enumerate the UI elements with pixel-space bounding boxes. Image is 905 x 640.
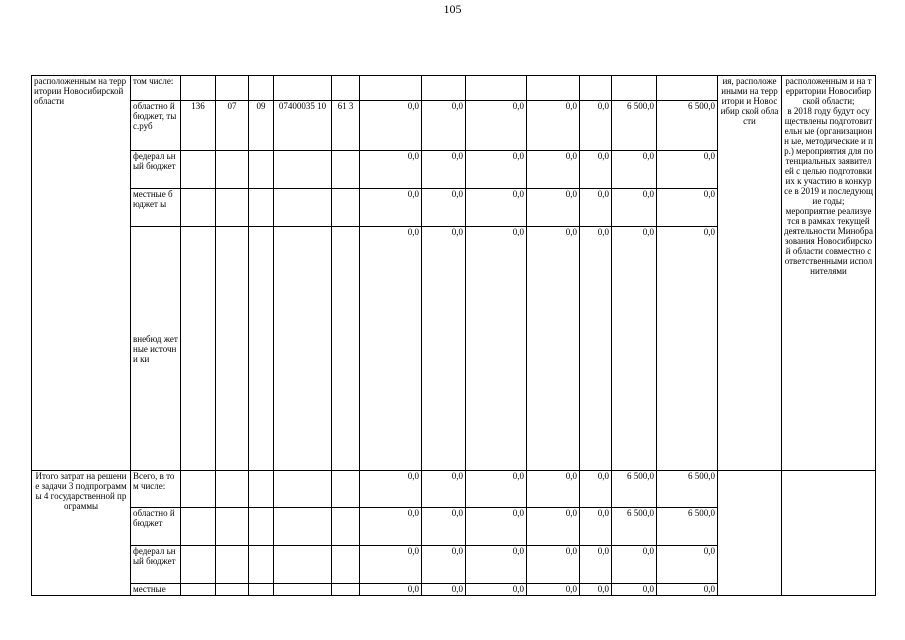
value-cell: 0,0 <box>466 189 527 227</box>
value-cell: 0,0 <box>527 189 580 227</box>
value-cell: 0,0 <box>422 584 466 596</box>
value-cell: 0,0 <box>360 546 422 584</box>
value-cell: 0,0 <box>422 189 466 227</box>
value-cell: 0,0 <box>657 546 718 584</box>
code-cell <box>181 76 216 101</box>
value-cell: 0,0 <box>422 101 466 151</box>
code-cell <box>216 471 249 508</box>
executor-cell: ия, расположе иными на территори и Новосибир ской области <box>718 76 782 471</box>
value-cell: 0,0 <box>422 508 466 546</box>
page-number: 105 <box>443 2 462 16</box>
value-cell <box>580 76 612 101</box>
funding-source: внебюд жетные источни ки <box>131 227 181 471</box>
value-cell: 0,0 <box>422 546 466 584</box>
total-label: Итого затрат на решение задачи 3 подпрограммы 4 государственной программы <box>32 471 131 596</box>
code-cell: 07 <box>216 101 249 151</box>
value-cell: 0,0 <box>612 584 657 596</box>
value-cell <box>527 76 580 101</box>
value-cell: 6 500,0 <box>657 471 718 508</box>
value-cell: 0,0 <box>466 584 527 596</box>
value-cell: 6 500,0 <box>612 471 657 508</box>
code-cell: 07400035 10 <box>274 101 332 151</box>
value-cell <box>466 76 527 101</box>
code-cell <box>274 227 332 471</box>
value-cell: 0,0 <box>580 227 612 471</box>
value-cell: 0,0 <box>612 227 657 471</box>
value-cell: 0,0 <box>527 546 580 584</box>
code-cell <box>216 151 249 189</box>
code-cell <box>274 189 332 227</box>
code-cell <box>332 546 360 584</box>
funding-source: федерал ьный бюджет <box>131 151 181 189</box>
value-cell: 0,0 <box>360 101 422 151</box>
code-cell: 09 <box>249 101 274 151</box>
code-cell <box>274 546 332 584</box>
value-cell: 0,0 <box>466 546 527 584</box>
value-cell: 0,0 <box>612 546 657 584</box>
value-cell: 0,0 <box>527 227 580 471</box>
code-cell <box>216 189 249 227</box>
value-cell: 0,0 <box>466 471 527 508</box>
value-cell: 0,0 <box>580 508 612 546</box>
executor-cell <box>718 471 782 596</box>
code-cell <box>249 508 274 546</box>
value-cell: 0,0 <box>657 227 718 471</box>
code-cell <box>332 227 360 471</box>
code-cell <box>216 508 249 546</box>
funding-source: местные <box>131 584 181 596</box>
code-cell <box>332 151 360 189</box>
value-cell: 0,0 <box>657 151 718 189</box>
value-cell: 0,0 <box>360 189 422 227</box>
funding-source: том числе: <box>131 76 181 101</box>
funding-source: Всего, в том числе: <box>131 471 181 508</box>
code-cell <box>249 151 274 189</box>
value-cell: 0,0 <box>360 508 422 546</box>
code-cell <box>332 471 360 508</box>
code-cell <box>249 189 274 227</box>
funding-source: федерал ьный бюджет <box>131 546 181 584</box>
value-cell: 0,0 <box>612 151 657 189</box>
value-cell: 0,0 <box>527 151 580 189</box>
code-cell <box>216 584 249 596</box>
value-cell: 0,0 <box>657 189 718 227</box>
code-cell <box>181 227 216 471</box>
code-cell <box>332 584 360 596</box>
value-cell <box>422 76 466 101</box>
code-cell <box>274 471 332 508</box>
value-cell: 0,0 <box>612 189 657 227</box>
value-cell: 0,0 <box>466 101 527 151</box>
funding-source: местные бюджет ы <box>131 189 181 227</box>
value-cell: 0,0 <box>360 471 422 508</box>
code-cell <box>181 151 216 189</box>
value-cell: 0,0 <box>360 227 422 471</box>
code-cell <box>181 471 216 508</box>
value-cell: 0,0 <box>580 546 612 584</box>
table-row <box>32 76 876 101</box>
value-cell: 0,0 <box>422 151 466 189</box>
value-cell: 6 500,0 <box>657 508 718 546</box>
value-cell: 6 500,0 <box>657 101 718 151</box>
value-cell: 0,0 <box>422 227 466 471</box>
code-cell <box>249 76 274 101</box>
code-cell <box>332 76 360 101</box>
value-cell <box>360 76 422 101</box>
value-cell: 0,0 <box>580 189 612 227</box>
value-cell <box>612 76 657 101</box>
value-cell: 0,0 <box>657 584 718 596</box>
code-cell <box>181 546 216 584</box>
code-cell <box>181 584 216 596</box>
result-note: расположенным и на территории Новосибирской области; в 2018 году будут осуществлены подготовительн ые (организационн ые, методические и пр.) мероприятия для потенциальных заявителей с целью подготовки их к участию в конкурсе в 2019 и последующие годы; мероприятие реализуется в рамках текущей деятельности Минобразования Новосибирской области совместно с ответственными исполнителями <box>782 76 876 471</box>
value-cell: 0,0 <box>527 584 580 596</box>
value-cell: 0,0 <box>580 101 612 151</box>
code-cell <box>216 546 249 584</box>
value-cell: 0,0 <box>422 471 466 508</box>
code-cell <box>332 508 360 546</box>
value-cell: 0,0 <box>580 584 612 596</box>
result-note <box>782 471 876 596</box>
value-cell: 0,0 <box>466 151 527 189</box>
code-cell <box>249 227 274 471</box>
value-cell: 0,0 <box>466 227 527 471</box>
value-cell <box>657 76 718 101</box>
value-cell: 0,0 <box>360 151 422 189</box>
code-cell <box>216 76 249 101</box>
value-cell: 0,0 <box>360 584 422 596</box>
value-cell: 0,0 <box>466 508 527 546</box>
code-cell <box>249 546 274 584</box>
value-cell: 6 500,0 <box>612 508 657 546</box>
code-cell <box>216 227 249 471</box>
code-cell <box>274 76 332 101</box>
value-cell: 0,0 <box>527 471 580 508</box>
measure-name: расположенным на территории Новосибирской области <box>32 76 131 471</box>
value-cell: 0,0 <box>580 471 612 508</box>
value-cell: 6 500,0 <box>612 101 657 151</box>
value-cell: 0,0 <box>527 508 580 546</box>
code-cell <box>181 508 216 546</box>
code-cell <box>274 584 332 596</box>
total-row <box>32 471 876 508</box>
value-cell: 0,0 <box>527 101 580 151</box>
code-cell <box>332 189 360 227</box>
code-cell: 61 3 <box>332 101 360 151</box>
code-cell <box>274 508 332 546</box>
code-cell <box>249 584 274 596</box>
budget-table <box>31 75 876 596</box>
code-cell <box>274 151 332 189</box>
code-cell <box>181 189 216 227</box>
code-cell: 136 <box>181 101 216 151</box>
funding-source: областно й бюджет <box>131 508 181 546</box>
code-cell <box>249 471 274 508</box>
funding-source: областно й бюджет, тыс.руб <box>131 101 181 151</box>
value-cell: 0,0 <box>580 151 612 189</box>
